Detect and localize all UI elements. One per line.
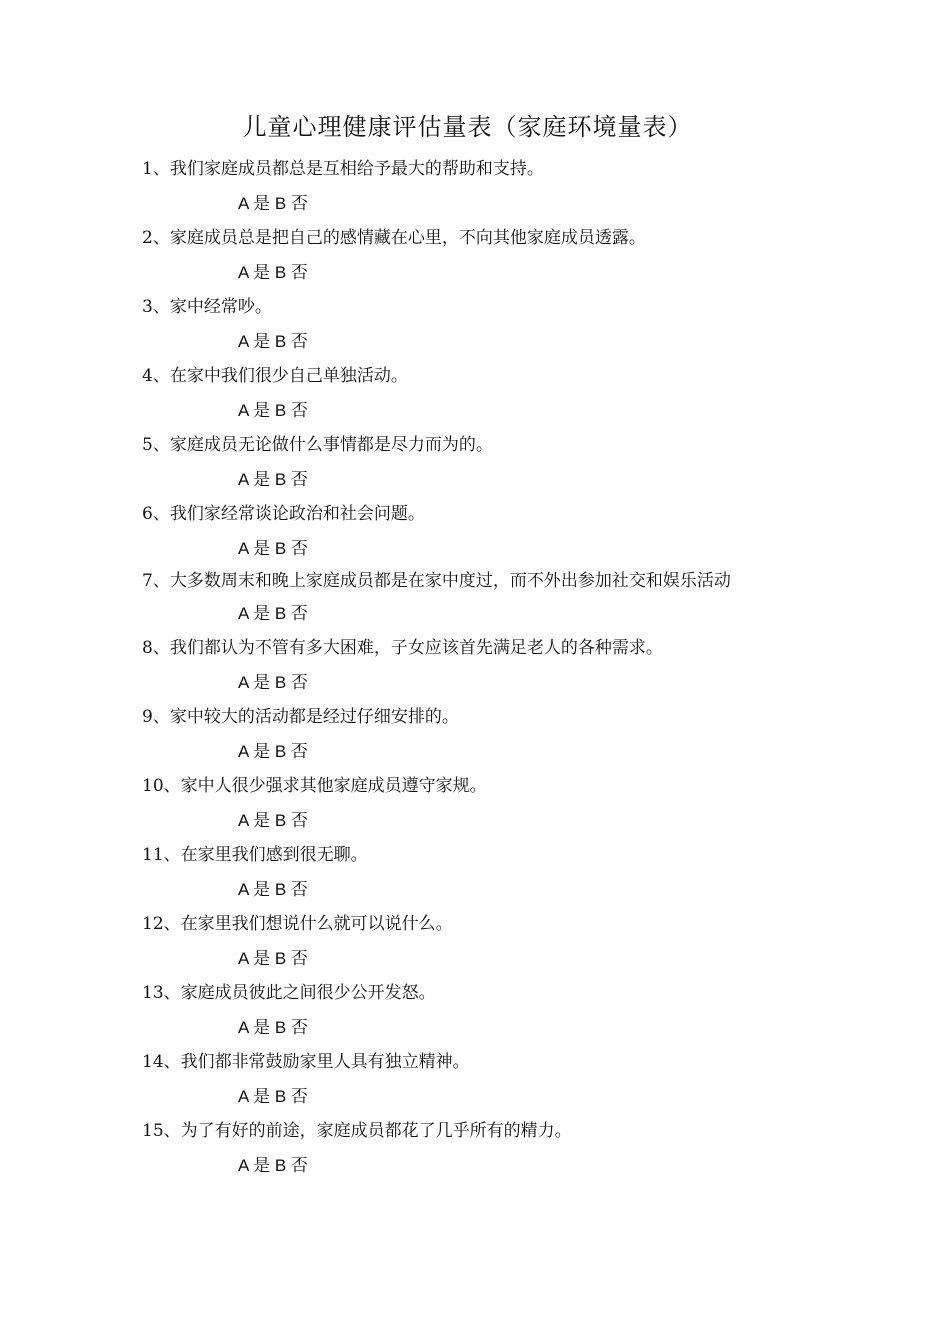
answer-options: A 是 B 否: [238, 401, 308, 420]
question-item-12: [142, 908, 792, 977]
question-item-4: [142, 360, 792, 429]
answer-options: A 是 B 否: [238, 332, 308, 351]
question-text: 12、在家里我们想说什么就可以说什么。: [142, 914, 453, 934]
page-title: 儿童心理健康评估量表（家庭环境量表）: [242, 113, 693, 141]
answer-options: A 是 B 否: [238, 1087, 308, 1106]
question-text: 11、在家里我们感到很无聊。: [142, 845, 368, 865]
question-text: 15、为了有好的前途，家庭成员都花了几乎所有的精力。: [142, 1121, 572, 1141]
question-text: 6、我们家经常谈论政治和社会问题。: [142, 504, 425, 524]
answer-options: A 是 B 否: [238, 1018, 308, 1037]
question-item-8: [142, 632, 792, 701]
question-item-10: [142, 770, 792, 839]
question-list: [142, 153, 792, 1184]
answer-options: A 是 B 否: [238, 263, 308, 282]
question-text: 5、家庭成员无论做什么事情都是尽力而为的。: [142, 435, 493, 455]
question-item-7: [142, 567, 792, 632]
question-text: 14、我们都非常鼓励家里人具有独立精神。: [142, 1052, 470, 1072]
question-text: 3、家中经常吵。: [142, 297, 272, 317]
question-item-5: [142, 429, 792, 498]
answer-options: A 是 B 否: [238, 194, 308, 213]
question-item-14: [142, 1046, 792, 1115]
answer-options: A 是 B 否: [238, 539, 308, 558]
question-text: 4、在家中我们很少自己单独活动。: [142, 366, 408, 386]
question-text: 13、家庭成员彼此之间很少公开发怒。: [142, 983, 436, 1003]
answer-options: A 是 B 否: [238, 811, 308, 830]
question-item-9: [142, 701, 792, 770]
question-item-1: [142, 153, 792, 222]
question-item-13: [142, 977, 792, 1046]
question-text: 1、我们家庭成员都总是互相给予最大的帮助和支持。: [142, 159, 544, 179]
question-text: 8、我们都认为不管有多大困难，子女应该首先满足老人的各种需求。: [142, 638, 663, 658]
answer-options: A 是 B 否: [238, 673, 308, 692]
answer-options: A 是 B 否: [238, 1156, 308, 1175]
question-text: 2、家庭成员总是把自己的感情藏在心里，不向其他家庭成员透露。: [142, 228, 646, 248]
question-item-11: [142, 839, 792, 908]
answer-options: A 是 B 否: [238, 604, 308, 623]
question-text: 7、大多数周末和晚上家庭成员都是在家中度过，而不外出参加社交和娱乐活动: [142, 571, 731, 591]
question-text: 10、家中人很少强求其他家庭成员遵守家规。: [142, 776, 487, 796]
question-item-2: [142, 222, 792, 291]
question-text: 9、家中较大的活动都是经过仔细安排的。: [142, 707, 459, 727]
question-item-15: [142, 1115, 792, 1184]
question-item-6: [142, 498, 792, 567]
answer-options: A 是 B 否: [238, 470, 308, 489]
question-item-3: [142, 291, 792, 360]
answer-options: A 是 B 否: [238, 742, 308, 761]
answer-options: A 是 B 否: [238, 880, 308, 899]
answer-options: A 是 B 否: [238, 949, 308, 968]
